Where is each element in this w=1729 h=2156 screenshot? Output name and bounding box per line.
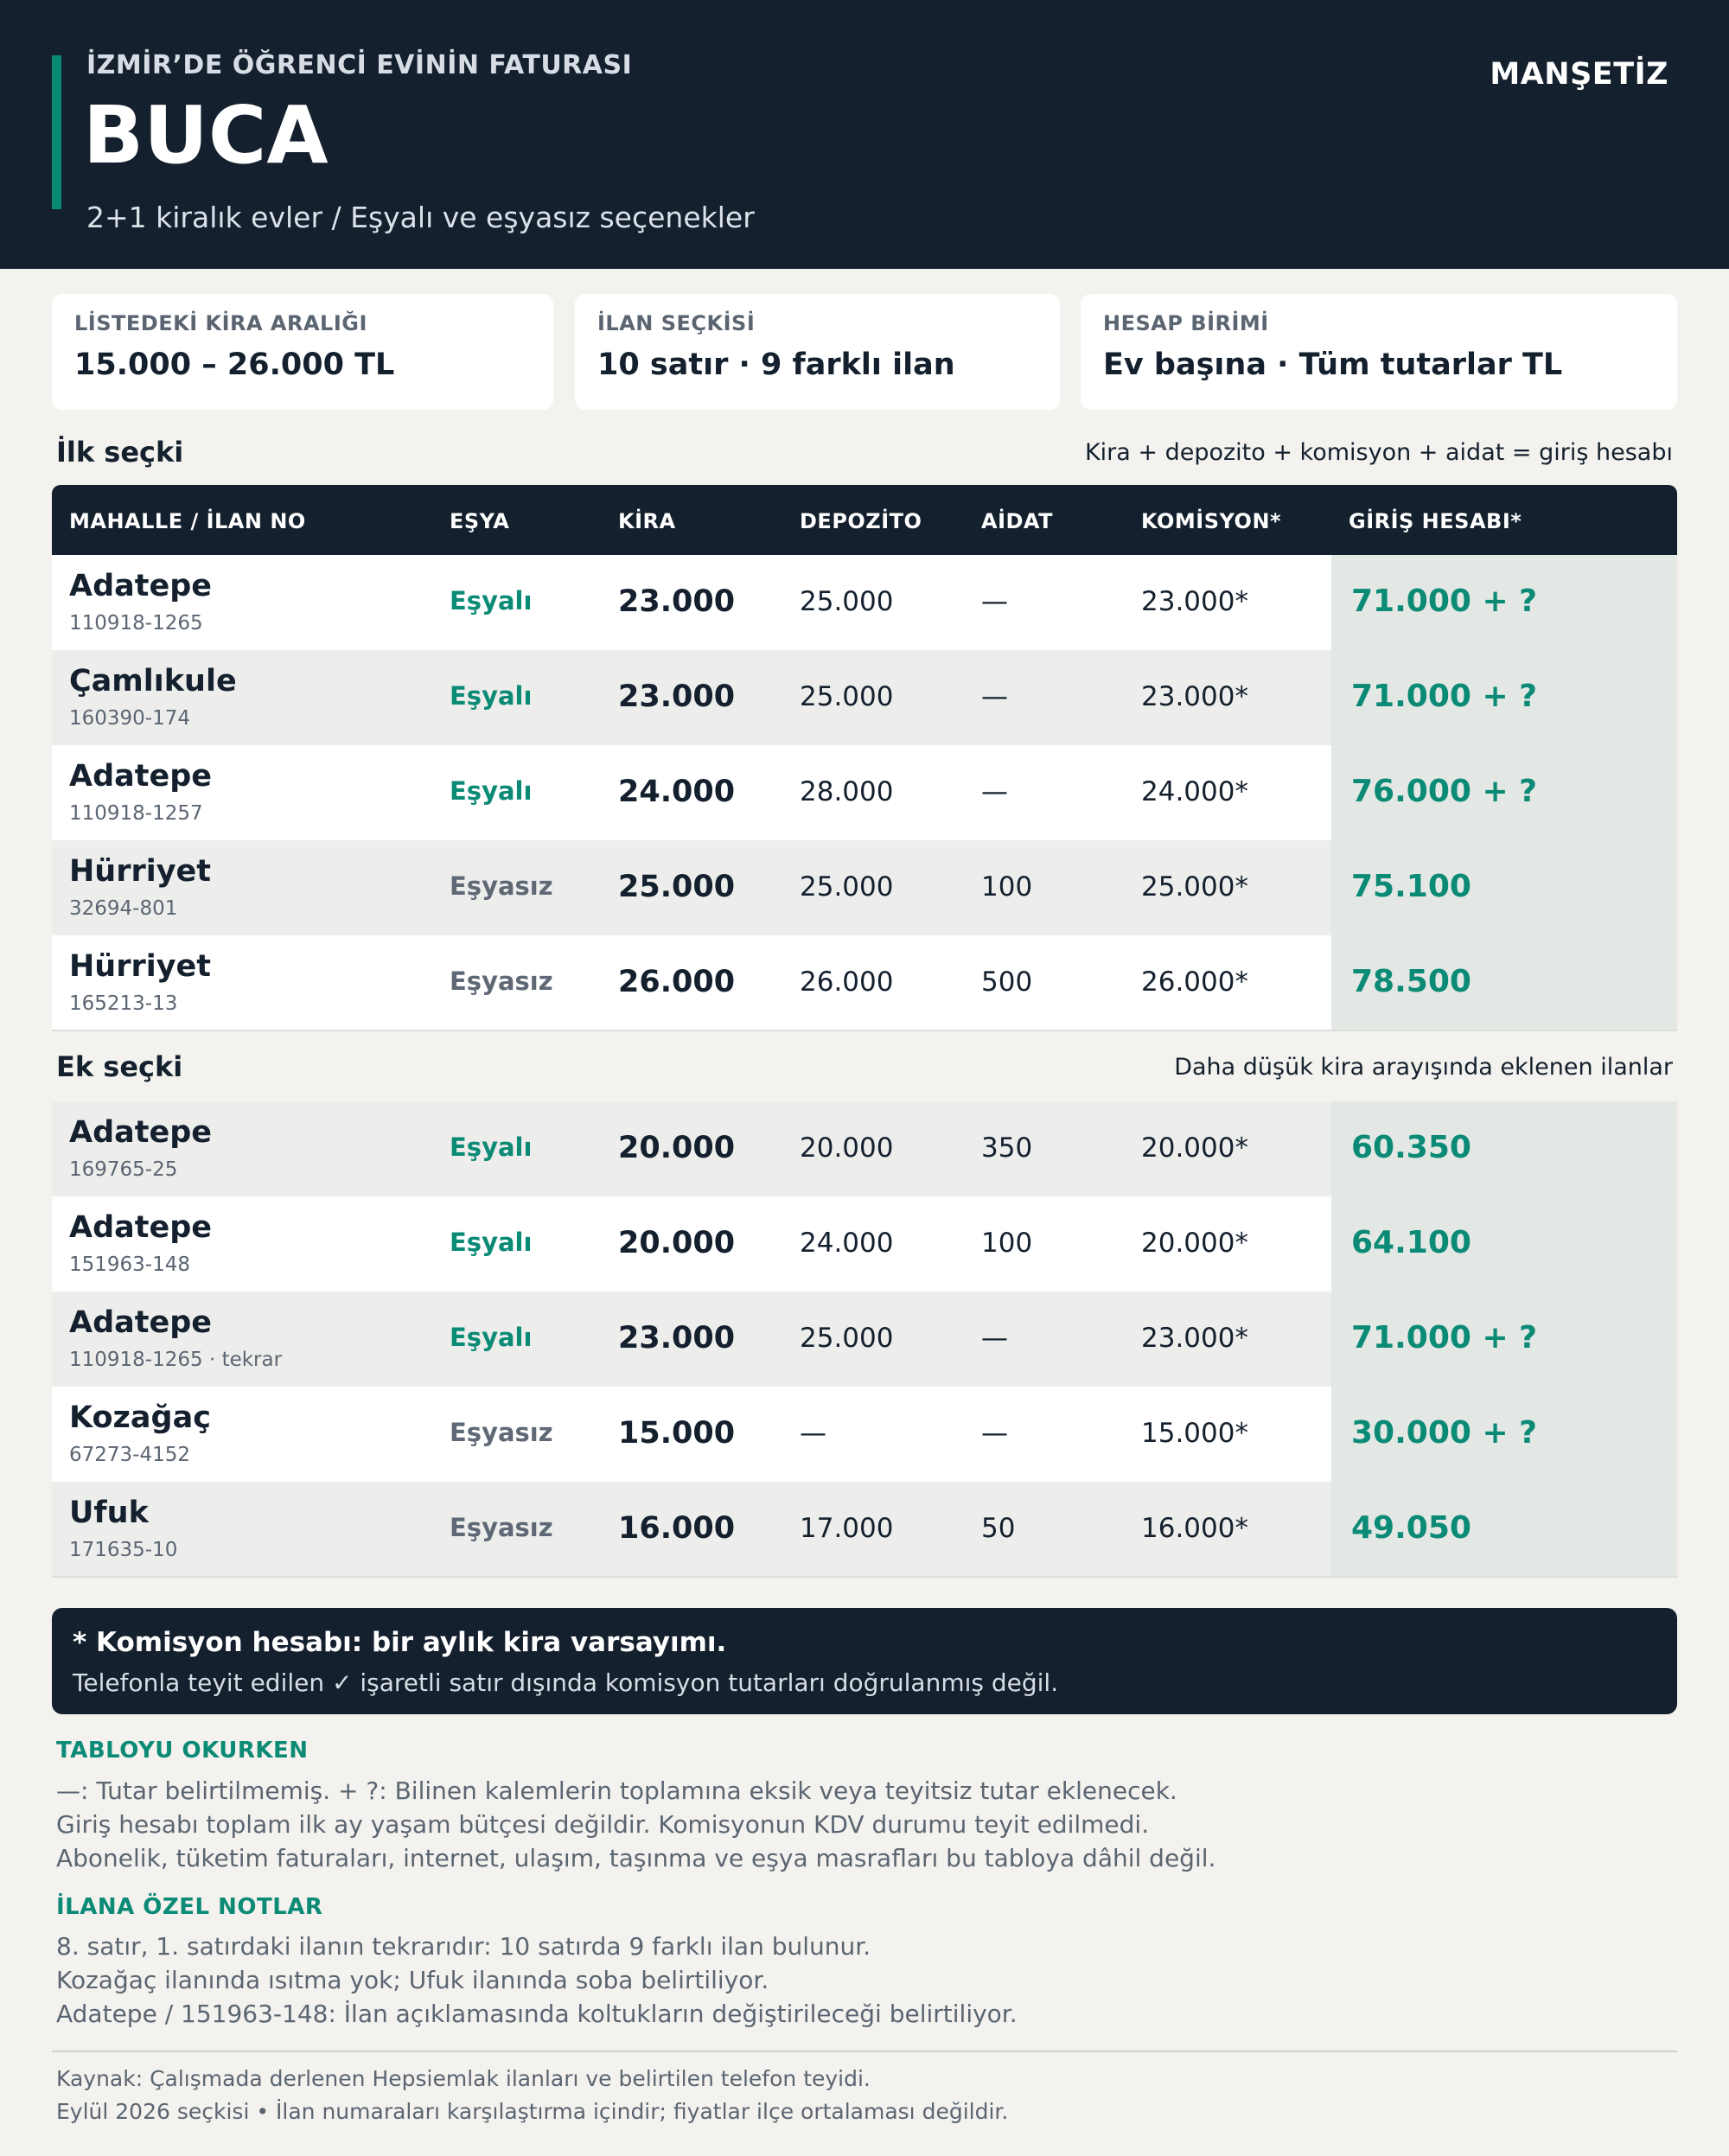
neighborhood-name: Hürriyet	[69, 949, 212, 984]
rent-value: 23.000	[618, 679, 736, 714]
rent-value: 24.000	[618, 775, 736, 809]
dues-value: —	[981, 586, 1008, 617]
deposit-value: 26.000	[800, 966, 894, 998]
dues-value: —	[981, 681, 1008, 712]
header-kicker: İZMİR’DE ÖĞRENCİ EVİNİN FATURASI	[86, 50, 633, 80]
section-title: İlk seçki	[56, 436, 184, 469]
card-unit	[1081, 294, 1677, 410]
listing-number: 151963-148	[69, 1253, 190, 1276]
column-header-mahalle: MAHALLE / İLAN NO	[69, 509, 306, 533]
neighborhood-name: Adatepe	[69, 1115, 213, 1150]
deposit-value: 25.000	[800, 1323, 894, 1354]
summary-cards	[52, 294, 1677, 410]
card-rent-range	[52, 294, 553, 410]
deposit-value: —	[800, 1418, 826, 1449]
dues-value: 350	[981, 1132, 1033, 1164]
reading-note-line: Giriş hesabı toplam ilk ay yaşam bütçesi değildir. Komisyonun KDV durumu teyit edilmedi.	[56, 1810, 1150, 1839]
commission-value: 16.000*	[1141, 1513, 1248, 1544]
rent-value: 20.000	[618, 1226, 736, 1260]
furnished-status: Eşyasız	[450, 966, 553, 996]
deposit-value: 25.000	[800, 586, 894, 617]
dues-value: 100	[981, 871, 1033, 903]
section-title: Ek seçki	[56, 1050, 183, 1083]
neighborhood-name: Adatepe	[69, 759, 213, 794]
listing-notes-title: İLANA ÖZEL NOTLAR	[56, 1894, 323, 1920]
entry-total: 64.100	[1351, 1225, 1471, 1260]
column-header-komisyon: KOMİSYON*	[1141, 509, 1282, 533]
furnished-status: Eşyalı	[450, 1132, 533, 1162]
commission-value: 25.000*	[1141, 871, 1248, 903]
table-divider	[52, 1576, 1677, 1578]
furnished-status: Eşyalı	[450, 776, 533, 806]
table-row	[52, 1482, 1677, 1577]
reading-note-line: —: Tutar belirtilmemiş. + ?: Bilinen kalemlerin toplamına eksik veya teyitsiz tutar eklenecek.	[56, 1776, 1177, 1805]
commission-note-title: * Komisyon hesabı: bir aylık kira varsayımı.	[73, 1627, 727, 1658]
furnished-status: Eşyasız	[450, 1513, 553, 1542]
listing-number: 165213-13	[69, 992, 178, 1015]
commission-note	[52, 1608, 1677, 1714]
neighborhood-name: Adatepe	[69, 569, 213, 603]
entry-total: 76.000 + ?	[1351, 774, 1538, 809]
table-header	[52, 485, 1677, 555]
card-label: HESAP BİRİMİ	[1103, 311, 1269, 335]
table-row	[52, 1101, 1677, 1196]
furnished-status: Eşyasız	[450, 871, 553, 901]
rent-value: 23.000	[618, 1321, 736, 1355]
dues-value: —	[981, 776, 1008, 807]
listing-number: 160390-174	[69, 707, 190, 730]
entry-total: 71.000 + ?	[1351, 1320, 1538, 1355]
brand-logo: MANŞETİZ	[1490, 57, 1668, 92]
commission-value: 20.000*	[1141, 1132, 1248, 1164]
listing-number: 110918-1265 · tekrar	[69, 1349, 283, 1371]
dues-value: —	[981, 1323, 1008, 1354]
furnished-status: Eşyalı	[450, 1228, 533, 1257]
table-divider	[52, 1030, 1677, 1031]
card-value: Ev başına · Tüm tutarlar TL	[1103, 348, 1563, 382]
section-extra-heading	[52, 1050, 1677, 1085]
page-header	[0, 0, 1729, 269]
neighborhood-name: Ufuk	[69, 1496, 149, 1530]
entry-total: 30.000 + ?	[1351, 1415, 1538, 1451]
deposit-value: 28.000	[800, 776, 894, 807]
table-row	[52, 1196, 1677, 1292]
listing-number: 110918-1257	[69, 802, 203, 825]
dues-value: 50	[981, 1513, 1016, 1544]
page-title: BUCA	[83, 89, 329, 182]
furnished-status: Eşyalı	[450, 586, 533, 616]
source-line: Kaynak: Çalışmada derlenen Hepsiemlak ilanları ve belirtilen telefon teyidi.	[56, 2066, 871, 2091]
column-header-depozito: DEPOZİTO	[800, 509, 922, 533]
entry-total: 71.000 + ?	[1351, 679, 1538, 714]
neighborhood-name: Adatepe	[69, 1210, 213, 1245]
listing-note-line: Kozağaç ilanında ısıtma yok; Ufuk ilanında soba belirtiliyor.	[56, 1966, 769, 1994]
rent-value: 26.000	[618, 965, 736, 999]
listing-note-line: Adatepe / 151963-148: İlan açıklamasında koltukların değiştirileceği belirtiliyor.	[56, 2000, 1018, 2028]
commission-value: 20.000*	[1141, 1228, 1248, 1259]
deposit-value: 25.000	[800, 871, 894, 903]
deposit-value: 20.000	[800, 1132, 894, 1164]
deposit-value: 25.000	[800, 681, 894, 712]
rent-value: 25.000	[618, 870, 736, 904]
table-row	[52, 555, 1677, 650]
dues-value: —	[981, 1418, 1008, 1449]
deposit-value: 24.000	[800, 1228, 894, 1259]
rent-value: 16.000	[618, 1511, 736, 1546]
section-first-heading	[52, 436, 1677, 470]
listing-note-line: 8. satır, 1. satırdaki ilanın tekrarıdır: 10 satırda 9 farklı ilan bulunur.	[56, 1932, 871, 1961]
table-row	[52, 650, 1677, 745]
column-header-giris: GİRİŞ HESABI*	[1349, 509, 1522, 533]
entry-total: 49.050	[1351, 1510, 1471, 1546]
listing-number: 171635-10	[69, 1539, 178, 1561]
header-subtitle: 2+1 kiralık evler / Eşyalı ve eşyasız seçenekler	[86, 201, 755, 234]
entry-total: 60.350	[1351, 1130, 1471, 1165]
commission-value: 23.000*	[1141, 681, 1248, 712]
deposit-value: 17.000	[800, 1513, 894, 1544]
entry-total: 75.100	[1351, 869, 1471, 904]
commission-value: 26.000*	[1141, 966, 1248, 998]
card-value: 10 satır · 9 farklı ilan	[597, 348, 955, 382]
furnished-status: Eşyalı	[450, 681, 533, 711]
column-header-aidat: AİDAT	[981, 509, 1054, 533]
neighborhood-name: Adatepe	[69, 1305, 213, 1340]
card-label: LİSTEDEKİ KİRA ARALIĞI	[74, 311, 367, 335]
rent-value: 15.000	[618, 1416, 736, 1451]
rent-value: 20.000	[618, 1131, 736, 1165]
table-row	[52, 745, 1677, 840]
commission-value: 23.000*	[1141, 1323, 1248, 1354]
card-label: İLAN SEÇKİSİ	[597, 311, 756, 335]
listing-number: 110918-1265	[69, 612, 203, 635]
neighborhood-name: Kozağaç	[69, 1400, 211, 1435]
listing-number: 67273-4152	[69, 1444, 190, 1466]
commission-note-text: Telefonla teyit edilen ✓ işaretli satır dışında komisyon tutarları doğrulanmış değil.	[73, 1668, 1059, 1697]
dues-value: 100	[981, 1228, 1033, 1259]
entry-total: 71.000 + ?	[1351, 584, 1538, 619]
footer-divider	[52, 2051, 1677, 2052]
commission-value: 23.000*	[1141, 586, 1248, 617]
table-row	[52, 1387, 1677, 1482]
reading-note-line: Abonelik, tüketim faturaları, internet, ulaşım, taşınma ve eşya masrafları bu tabloya dâhil değil.	[56, 1844, 1216, 1872]
card-listing-count	[575, 294, 1060, 410]
card-value: 15.000 – 26.000 TL	[74, 348, 395, 382]
section-note: Daha düşük kira arayışında eklenen ilanlar	[1174, 1054, 1673, 1081]
reading-notes-title: TABLOYU OKURKEN	[56, 1738, 309, 1764]
rent-value: 23.000	[618, 584, 736, 619]
section-note: Kira + depozito + komisyon + aidat = giriş hesabı	[1084, 439, 1673, 466]
entry-total: 78.500	[1351, 964, 1471, 999]
furnished-status: Eşyasız	[450, 1418, 553, 1447]
commission-value: 15.000*	[1141, 1418, 1248, 1449]
header-accent-bar	[52, 55, 61, 209]
dues-value: 500	[981, 966, 1033, 998]
column-header-esya: EŞYA	[450, 509, 510, 533]
commission-value: 24.000*	[1141, 776, 1248, 807]
column-header-kira: KİRA	[618, 509, 676, 533]
table-row	[52, 935, 1677, 1030]
listing-number: 169765-25	[69, 1158, 178, 1181]
neighborhood-name: Hürriyet	[69, 854, 212, 889]
table-row	[52, 840, 1677, 935]
furnished-status: Eşyalı	[450, 1323, 533, 1352]
listing-number: 32694-801	[69, 897, 178, 920]
neighborhood-name: Çamlıkule	[69, 664, 237, 698]
source-line: Eylül 2026 seçkisi • İlan numaraları karşılaştırma içindir; fiyatlar ilçe ortalaması değildir.	[56, 2099, 1009, 2124]
table-row	[52, 1292, 1677, 1387]
